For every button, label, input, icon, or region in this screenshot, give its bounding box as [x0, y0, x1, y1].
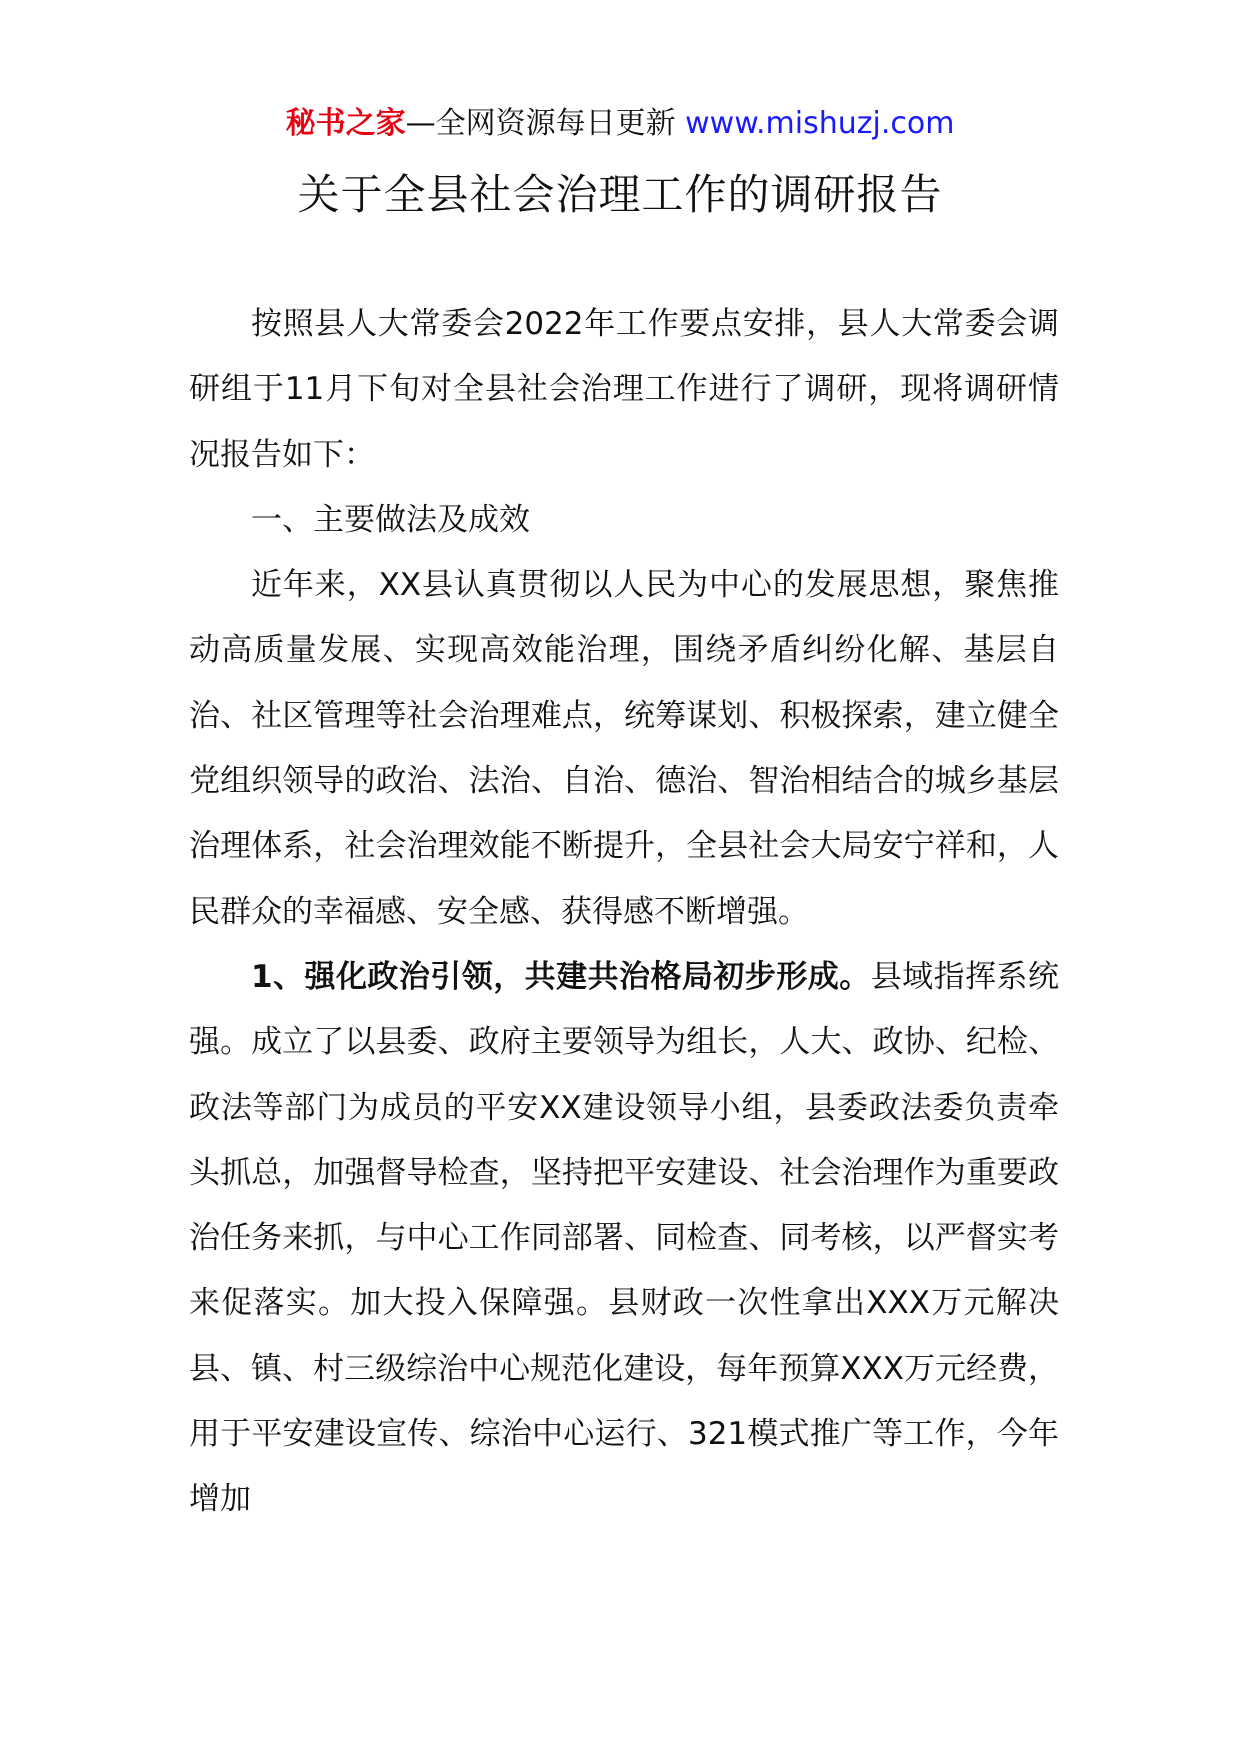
paragraph-overview — [189, 553, 1059, 945]
site-header — [0, 100, 1240, 148]
paragraph-point-1-lead: 1、强化政治引领，共建共治格局初步形成。 — [251, 958, 871, 995]
site-brand: 秘书之家 — [285, 106, 406, 141]
section-heading — [189, 488, 1059, 553]
site-url-link[interactable]: www.mishuzj.com — [685, 106, 955, 141]
section-heading-text: 一、主要做法及成效 — [251, 501, 530, 538]
paragraph-point-1 — [189, 945, 1059, 1533]
site-slogan: —全网资源每日更新 — [405, 106, 676, 141]
paragraph-point-1-text: 县域指挥系统强。成立了以县委、政府主要领导为组长，人大、政协、纪检、政法等部门为成员的平安XX建设领导小组，县委政法委负责牵头抓总，加强督导检查，坚持把平安建设、社会治理作为重要政治任务来抓，与中心工作同部署、同检查、同考核，以严督实考来促落实。加大投入保障强。县财政一次性拿出XXX万元解决县、镇、村三级综治中心规范化建设，每年预算XXX万元经费，用于平安建设宣传、综治中心运行、321模式推广等工作，今年增加 — [189, 958, 1060, 1518]
paragraph-intro — [189, 292, 1059, 488]
document-body — [189, 292, 1059, 1533]
paragraph-overview-text: 近年来，XX县认真贯彻以人民为中心的发展思想，聚焦推动高质量发展、实现高效能治理，围绕矛盾纠纷化解、基层自治、社区管理等社会治理难点，统筹谋划、积极探索，建立健全党组织领导的政治、法治、自治、德治、智治相结合的城乡基层治理体系，社会治理效能不断提升，全县社会大局安宁祥和，人民群众的幸福感、安全感、获得感不断增强。 — [189, 567, 1059, 930]
paragraph-intro-text: 按照县人大常委会2022年工作要点安排，县人大常委会调研组于11月下旬对全县社会治理工作进行了调研，现将调研情况报告如下： — [189, 306, 1059, 473]
document-title: 关于全县社会治理工作的调研报告 — [297, 170, 943, 219]
